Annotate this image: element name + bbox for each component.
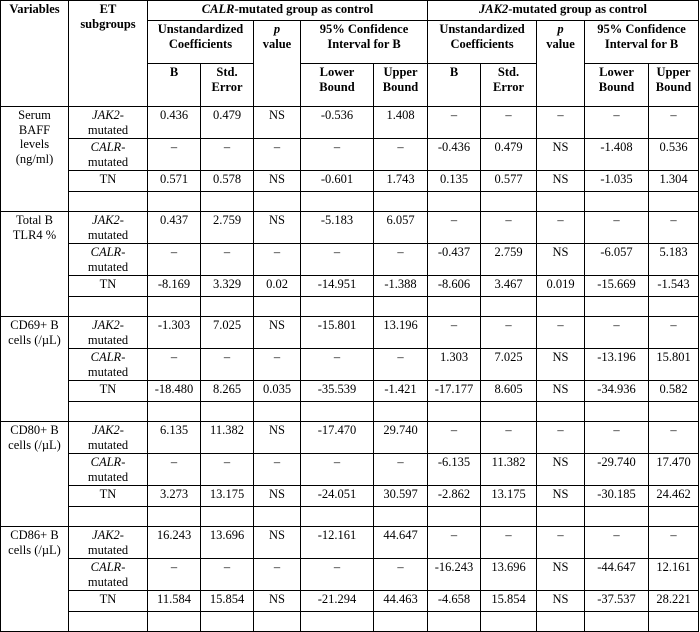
table-cell: 0.479 bbox=[481, 139, 537, 171]
table-cell: -21.294 bbox=[301, 591, 374, 612]
empty-cell bbox=[148, 402, 201, 422]
subgroup-label: TN bbox=[69, 276, 148, 297]
header-b-jak2: B bbox=[428, 64, 481, 107]
table-cell: – bbox=[374, 244, 428, 276]
table-cell: -13.196 bbox=[585, 349, 649, 381]
table-cell: 0.479 bbox=[201, 107, 254, 139]
table-row bbox=[1, 422, 699, 454]
empty-cell bbox=[254, 192, 301, 212]
table-cell: -44.647 bbox=[585, 559, 649, 591]
table-cell: -17.177 bbox=[428, 381, 481, 402]
empty-cell bbox=[481, 402, 537, 422]
table-cell: -4.658 bbox=[428, 591, 481, 612]
table-cell: 6.057 bbox=[374, 212, 428, 244]
subgroup-label: CALR- mutated bbox=[69, 139, 148, 171]
table-cell: – bbox=[201, 454, 254, 486]
header-b-calr: B bbox=[148, 64, 201, 107]
table-cell: 0.019 bbox=[537, 276, 585, 297]
table-row bbox=[1, 276, 699, 297]
table-cell: – bbox=[148, 454, 201, 486]
table-cell: – bbox=[649, 422, 699, 454]
table-cell: NS bbox=[537, 591, 585, 612]
table-cell: – bbox=[481, 107, 537, 139]
table-cell: NS bbox=[537, 381, 585, 402]
empty-cell bbox=[537, 612, 585, 632]
table-cell: -5.183 bbox=[301, 212, 374, 244]
table-cell: NS bbox=[537, 559, 585, 591]
table-cell: – bbox=[537, 422, 585, 454]
table-cell: 17.470 bbox=[649, 454, 699, 486]
table-cell: – bbox=[201, 559, 254, 591]
table-cell: 5.183 bbox=[649, 244, 699, 276]
variable-name: CD69+ B cells (/µL) bbox=[1, 317, 69, 422]
table-cell: 0.578 bbox=[201, 171, 254, 192]
table-cell: – bbox=[148, 244, 201, 276]
table-cell: -1.408 bbox=[585, 139, 649, 171]
table-cell: NS bbox=[254, 212, 301, 244]
table-cell: 15.854 bbox=[201, 591, 254, 612]
variable-name: Serum BAFF levels (ng/ml) bbox=[1, 107, 69, 212]
table-cell: -6.135 bbox=[428, 454, 481, 486]
table-cell: – bbox=[585, 317, 649, 349]
table-cell: – bbox=[301, 559, 374, 591]
table-cell: -18.480 bbox=[148, 381, 201, 402]
empty-cell bbox=[301, 612, 374, 632]
table-cell: – bbox=[649, 212, 699, 244]
empty-cell bbox=[428, 612, 481, 632]
empty-cell bbox=[585, 192, 649, 212]
block-spacer-row bbox=[1, 507, 699, 527]
header-unstd-calr: Unstandardized Coefficients bbox=[148, 21, 254, 64]
header-variables: Variables bbox=[1, 1, 69, 107]
table-cell: 0.571 bbox=[148, 171, 201, 192]
header-upper-calr: Upper Bound bbox=[374, 64, 428, 107]
subgroup-label: CALR- mutated bbox=[69, 349, 148, 381]
table-cell: NS bbox=[537, 171, 585, 192]
variable-name: CD80+ B cells (/µL) bbox=[1, 422, 69, 527]
table-cell: 8.265 bbox=[201, 381, 254, 402]
table-cell: – bbox=[428, 527, 481, 559]
table-row bbox=[1, 171, 699, 192]
header-group-jak2: JAK2-mutated group as control bbox=[428, 1, 699, 21]
table-body bbox=[1, 107, 699, 632]
empty-cell bbox=[585, 507, 649, 527]
empty-cell bbox=[301, 192, 374, 212]
table-cell: 44.463 bbox=[374, 591, 428, 612]
table-cell: 3.329 bbox=[201, 276, 254, 297]
empty-cell bbox=[374, 297, 428, 317]
header-lower-calr: Lower Bound bbox=[301, 64, 374, 107]
table-cell: – bbox=[481, 527, 537, 559]
empty-cell bbox=[481, 192, 537, 212]
table-cell: NS bbox=[537, 454, 585, 486]
table-cell: – bbox=[481, 422, 537, 454]
table-cell: 44.647 bbox=[374, 527, 428, 559]
table-cell: 29.740 bbox=[374, 422, 428, 454]
table-cell: – bbox=[649, 317, 699, 349]
table-row bbox=[1, 349, 699, 381]
empty-cell bbox=[374, 612, 428, 632]
subgroup-label: JAK2- mutated bbox=[69, 317, 148, 349]
subgroup-label: JAK2- mutated bbox=[69, 212, 148, 244]
empty-cell bbox=[254, 612, 301, 632]
subgroup-label: CALR- mutated bbox=[69, 454, 148, 486]
table-cell: 2.759 bbox=[481, 244, 537, 276]
table-row bbox=[1, 212, 699, 244]
block-spacer-row bbox=[1, 612, 699, 632]
table-cell: -1.421 bbox=[374, 381, 428, 402]
table-cell: NS bbox=[537, 486, 585, 507]
table-cell: – bbox=[148, 349, 201, 381]
table-cell: 1.408 bbox=[374, 107, 428, 139]
header-std-error-calr: Std. Error bbox=[201, 64, 254, 107]
empty-cell bbox=[69, 612, 148, 632]
empty-cell bbox=[201, 507, 254, 527]
table-cell: 0.135 bbox=[428, 171, 481, 192]
empty-cell bbox=[428, 192, 481, 212]
empty-cell bbox=[69, 507, 148, 527]
table-cell: – bbox=[254, 454, 301, 486]
empty-cell bbox=[201, 612, 254, 632]
table-row bbox=[1, 486, 699, 507]
header-p-jak2: p value bbox=[537, 21, 585, 107]
table-cell: 11.382 bbox=[481, 454, 537, 486]
table-cell: -6.057 bbox=[585, 244, 649, 276]
table-cell: -35.539 bbox=[301, 381, 374, 402]
header-std-error-jak2: Std. Error bbox=[481, 64, 537, 107]
empty-cell bbox=[537, 507, 585, 527]
table-cell: -16.243 bbox=[428, 559, 481, 591]
table-cell: NS bbox=[254, 591, 301, 612]
table-cell: – bbox=[254, 349, 301, 381]
table-cell: 7.025 bbox=[201, 317, 254, 349]
table-cell: – bbox=[537, 527, 585, 559]
table-cell: 13.696 bbox=[201, 527, 254, 559]
table-cell: -8.606 bbox=[428, 276, 481, 297]
table-cell: NS bbox=[254, 527, 301, 559]
table-cell: – bbox=[374, 349, 428, 381]
table-cell: 13.175 bbox=[201, 486, 254, 507]
block-spacer-row bbox=[1, 297, 699, 317]
empty-cell bbox=[537, 297, 585, 317]
table-cell: -29.740 bbox=[585, 454, 649, 486]
subgroup-label: JAK2- mutated bbox=[69, 107, 148, 139]
table-cell: – bbox=[301, 349, 374, 381]
subgroup-label: JAK2- mutated bbox=[69, 527, 148, 559]
empty-cell bbox=[374, 507, 428, 527]
table-row bbox=[1, 454, 699, 486]
empty-cell bbox=[148, 297, 201, 317]
table-cell: -0.436 bbox=[428, 139, 481, 171]
table-cell: NS bbox=[254, 486, 301, 507]
empty-cell bbox=[649, 402, 699, 422]
table-cell: 0.536 bbox=[649, 139, 699, 171]
empty-cell bbox=[481, 297, 537, 317]
table-cell: – bbox=[428, 107, 481, 139]
table-cell: – bbox=[201, 244, 254, 276]
table-row bbox=[1, 591, 699, 612]
table-cell: – bbox=[537, 317, 585, 349]
empty-cell bbox=[148, 612, 201, 632]
empty-cell bbox=[69, 297, 148, 317]
table-cell: 13.196 bbox=[374, 317, 428, 349]
table-cell: – bbox=[585, 527, 649, 559]
header-lower-jak2: Lower Bound bbox=[585, 64, 649, 107]
empty-cell bbox=[148, 507, 201, 527]
table-cell: – bbox=[537, 212, 585, 244]
table-cell: – bbox=[585, 212, 649, 244]
table-cell: NS bbox=[254, 422, 301, 454]
table-cell: -37.537 bbox=[585, 591, 649, 612]
subgroup-label: CALR- mutated bbox=[69, 244, 148, 276]
table-row bbox=[1, 317, 699, 349]
table-cell: 0.035 bbox=[254, 381, 301, 402]
empty-cell bbox=[649, 297, 699, 317]
table-row bbox=[1, 381, 699, 402]
table-cell: – bbox=[201, 139, 254, 171]
table-cell: 11.382 bbox=[201, 422, 254, 454]
table-cell: – bbox=[201, 349, 254, 381]
table-cell: -30.185 bbox=[585, 486, 649, 507]
subgroup-label: TN bbox=[69, 381, 148, 402]
empty-cell bbox=[254, 297, 301, 317]
table-cell: 0.436 bbox=[148, 107, 201, 139]
table-cell: -1.543 bbox=[649, 276, 699, 297]
table-cell: – bbox=[428, 422, 481, 454]
table-cell: 0.02 bbox=[254, 276, 301, 297]
table-cell: – bbox=[428, 212, 481, 244]
table-cell: 2.759 bbox=[201, 212, 254, 244]
table-cell: NS bbox=[537, 139, 585, 171]
table-cell: 0.577 bbox=[481, 171, 537, 192]
table-row bbox=[1, 527, 699, 559]
empty-cell bbox=[301, 507, 374, 527]
empty-cell bbox=[428, 507, 481, 527]
table-cell: – bbox=[254, 139, 301, 171]
header-ci-calr: 95% Confidence Interval for B bbox=[301, 21, 428, 64]
table-cell: NS bbox=[254, 317, 301, 349]
table-cell: – bbox=[585, 422, 649, 454]
table-cell: NS bbox=[537, 244, 585, 276]
block-spacer-row bbox=[1, 402, 699, 422]
table-cell: – bbox=[148, 559, 201, 591]
table-cell: – bbox=[537, 107, 585, 139]
table-cell: -1.388 bbox=[374, 276, 428, 297]
subgroup-label: TN bbox=[69, 486, 148, 507]
empty-cell bbox=[428, 402, 481, 422]
table-cell: 6.135 bbox=[148, 422, 201, 454]
table-cell: – bbox=[254, 559, 301, 591]
table-cell: 1.743 bbox=[374, 171, 428, 192]
empty-cell bbox=[254, 507, 301, 527]
table-cell: – bbox=[374, 139, 428, 171]
table-cell: – bbox=[649, 107, 699, 139]
variable-name: CD86+ B cells (/µL) bbox=[1, 527, 69, 632]
empty-cell bbox=[537, 402, 585, 422]
subgroup-label: CALR- mutated bbox=[69, 559, 148, 591]
empty-cell bbox=[428, 297, 481, 317]
table-cell: – bbox=[301, 454, 374, 486]
table-cell: -17.470 bbox=[301, 422, 374, 454]
table-cell: – bbox=[649, 527, 699, 559]
header-upper-jak2: Upper Bound bbox=[649, 64, 699, 107]
table-cell: – bbox=[254, 244, 301, 276]
table-cell: 11.584 bbox=[148, 591, 201, 612]
empty-cell bbox=[254, 402, 301, 422]
empty-cell bbox=[649, 612, 699, 632]
table-cell: 3.467 bbox=[481, 276, 537, 297]
table-cell: – bbox=[148, 139, 201, 171]
empty-cell bbox=[201, 192, 254, 212]
table-cell: -15.669 bbox=[585, 276, 649, 297]
table-cell: NS bbox=[254, 107, 301, 139]
table-cell: -2.862 bbox=[428, 486, 481, 507]
table-cell: – bbox=[301, 244, 374, 276]
empty-cell bbox=[201, 402, 254, 422]
table-cell: -0.437 bbox=[428, 244, 481, 276]
table-cell: -14.951 bbox=[301, 276, 374, 297]
header-unstd-jak2: Unstandardized Coefficients bbox=[428, 21, 537, 64]
table-cell: – bbox=[481, 212, 537, 244]
header-group-calr: CALR-mutated group as control bbox=[148, 1, 428, 21]
header-et-subgroups: ET subgroups bbox=[69, 1, 148, 107]
variable-name: Total B TLR4 % bbox=[1, 212, 69, 317]
table-row bbox=[1, 244, 699, 276]
table-cell: 3.273 bbox=[148, 486, 201, 507]
table-row bbox=[1, 107, 699, 139]
empty-cell bbox=[301, 402, 374, 422]
table-cell: -1.303 bbox=[148, 317, 201, 349]
table-cell: -15.801 bbox=[301, 317, 374, 349]
table-cell: -24.051 bbox=[301, 486, 374, 507]
table-cell: 8.605 bbox=[481, 381, 537, 402]
subgroup-label: JAK2- mutated bbox=[69, 422, 148, 454]
table-cell: 13.175 bbox=[481, 486, 537, 507]
table-cell: -0.601 bbox=[301, 171, 374, 192]
table-cell: NS bbox=[537, 349, 585, 381]
header-p-calr: p value bbox=[254, 21, 301, 107]
table-cell: -8.169 bbox=[148, 276, 201, 297]
table-cell: 12.161 bbox=[649, 559, 699, 591]
empty-cell bbox=[69, 402, 148, 422]
empty-cell bbox=[481, 612, 537, 632]
empty-cell bbox=[69, 192, 148, 212]
empty-cell bbox=[481, 507, 537, 527]
table-cell: 0.582 bbox=[649, 381, 699, 402]
subgroup-label: TN bbox=[69, 591, 148, 612]
table-cell: – bbox=[428, 317, 481, 349]
empty-cell bbox=[148, 192, 201, 212]
empty-cell bbox=[649, 507, 699, 527]
subgroup-label: TN bbox=[69, 171, 148, 192]
empty-cell bbox=[374, 192, 428, 212]
empty-cell bbox=[374, 402, 428, 422]
table-cell: – bbox=[301, 139, 374, 171]
empty-cell bbox=[301, 297, 374, 317]
table-cell: – bbox=[374, 454, 428, 486]
table-row bbox=[1, 559, 699, 591]
table-row bbox=[1, 139, 699, 171]
empty-cell bbox=[585, 612, 649, 632]
table-cell: 24.462 bbox=[649, 486, 699, 507]
empty-cell bbox=[537, 192, 585, 212]
table-cell: 15.801 bbox=[649, 349, 699, 381]
table-cell: -12.161 bbox=[301, 527, 374, 559]
table-cell: 15.854 bbox=[481, 591, 537, 612]
table-cell: 0.437 bbox=[148, 212, 201, 244]
empty-cell bbox=[585, 402, 649, 422]
table-cell: – bbox=[585, 107, 649, 139]
table-cell: -34.936 bbox=[585, 381, 649, 402]
table-cell: – bbox=[374, 559, 428, 591]
table-cell: 7.025 bbox=[481, 349, 537, 381]
table-cell: -0.536 bbox=[301, 107, 374, 139]
table-cell: -1.035 bbox=[585, 171, 649, 192]
table-cell: NS bbox=[254, 171, 301, 192]
table-cell: 13.696 bbox=[481, 559, 537, 591]
table-cell: 1.304 bbox=[649, 171, 699, 192]
table-cell: 30.597 bbox=[374, 486, 428, 507]
block-spacer-row bbox=[1, 192, 699, 212]
table-cell: 16.243 bbox=[148, 527, 201, 559]
empty-cell bbox=[649, 192, 699, 212]
table-cell: 28.221 bbox=[649, 591, 699, 612]
header-ci-jak2: 95% Confidence Interval for B bbox=[585, 21, 699, 64]
table-cell: 1.303 bbox=[428, 349, 481, 381]
empty-cell bbox=[201, 297, 254, 317]
table-cell: – bbox=[481, 317, 537, 349]
empty-cell bbox=[585, 297, 649, 317]
